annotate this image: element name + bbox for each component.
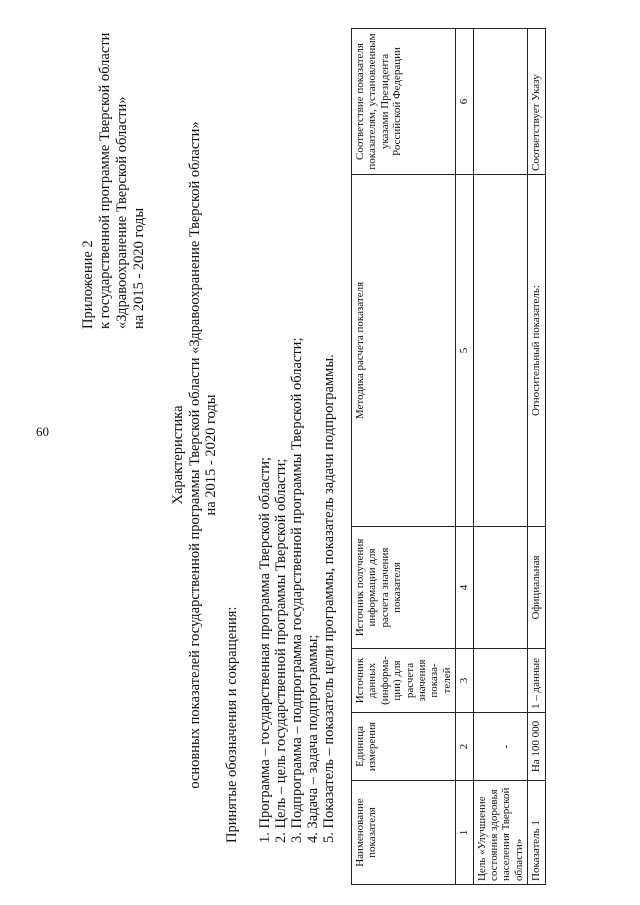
goal-cell-empty bbox=[473, 175, 528, 527]
indicator-compliance: Соответствует Указу bbox=[528, 29, 545, 175]
appendix-line-1: Приложение 2 bbox=[80, 240, 96, 329]
column-number: 2 bbox=[456, 713, 473, 781]
header-indicator-name: Наименование показателя bbox=[352, 781, 456, 885]
abbreviation-item: 4. Задача – задача подпрограммы; bbox=[305, 634, 321, 843]
header-info-source: Источник получения информации для расчета значения показателя bbox=[352, 527, 456, 649]
indicator-name: Показатель 1 bbox=[528, 781, 545, 885]
title-line-1: Характеристика bbox=[170, 405, 186, 505]
column-number: 1 bbox=[456, 781, 473, 885]
title-line-3: на 2015 - 2020 годы bbox=[203, 394, 219, 516]
abbreviations-list bbox=[257, 338, 337, 843]
appendix-line-2: к государственной программе Тверской области bbox=[97, 32, 113, 329]
column-number: 6 bbox=[456, 29, 473, 175]
goal-cell-empty bbox=[473, 649, 528, 713]
abbreviation-item: 1. Программа – государственная программа Тверской области; bbox=[257, 456, 273, 843]
indicator-source: 1 – данные bbox=[528, 649, 545, 713]
indicator-row bbox=[528, 29, 545, 885]
column-number: 4 bbox=[456, 527, 473, 649]
header-compliance: Соответствие показателя показателям, установленным указами Президента Российской Федерации bbox=[352, 29, 456, 175]
abbreviation-item: 3. Подпрограмма – подпрограмма государственной программы Тверской области; bbox=[289, 337, 305, 843]
appendix-header bbox=[80, 29, 148, 329]
indicator-method: Относительный показатель: bbox=[528, 175, 545, 527]
abbreviation-item: 2. Цель – цель государственной программы Тверской области; bbox=[273, 458, 289, 843]
appendix-line-4: на 2015 - 2020 годы bbox=[131, 207, 147, 329]
table-header-row bbox=[352, 29, 456, 885]
indicator-unit: На 100 000 bbox=[528, 713, 545, 781]
goal-unit-value: - bbox=[499, 744, 512, 749]
column-number-row bbox=[456, 29, 473, 885]
document-title bbox=[170, 25, 220, 885]
column-number: 3 bbox=[456, 649, 473, 713]
goal-row bbox=[473, 29, 528, 885]
rotated-page bbox=[40, 25, 620, 885]
indicator-info-source: Официальная bbox=[528, 527, 545, 649]
page-number: 60 bbox=[36, 424, 49, 439]
header-unit: Единица измерения bbox=[352, 713, 456, 781]
title-line-2: основных показателей государственной программы Тверской области «Здравоохранение Тверской области» bbox=[186, 121, 203, 789]
indicators-table bbox=[351, 28, 546, 885]
goal-unit bbox=[473, 713, 528, 781]
header-data-source: Источник данных (информа-ции) для расчета значения показа-телей bbox=[352, 649, 456, 713]
abbreviation-item: 5. Показатель – показатель цели программы, показатель задачи подпрограммы. bbox=[321, 354, 337, 843]
goal-cell-empty bbox=[473, 29, 528, 175]
goal-name: Цель «Улучшение состояния здоровья населения Тверской области» bbox=[473, 781, 528, 885]
appendix-line-3: «Здравоохранение Тверской области» bbox=[114, 96, 130, 329]
column-number: 5 bbox=[456, 175, 473, 527]
header-method: Методика расчета показателя bbox=[352, 175, 456, 527]
goal-cell-empty bbox=[473, 527, 528, 649]
abbreviations-heading: Принятые обозначения и сокращения: bbox=[224, 606, 240, 843]
